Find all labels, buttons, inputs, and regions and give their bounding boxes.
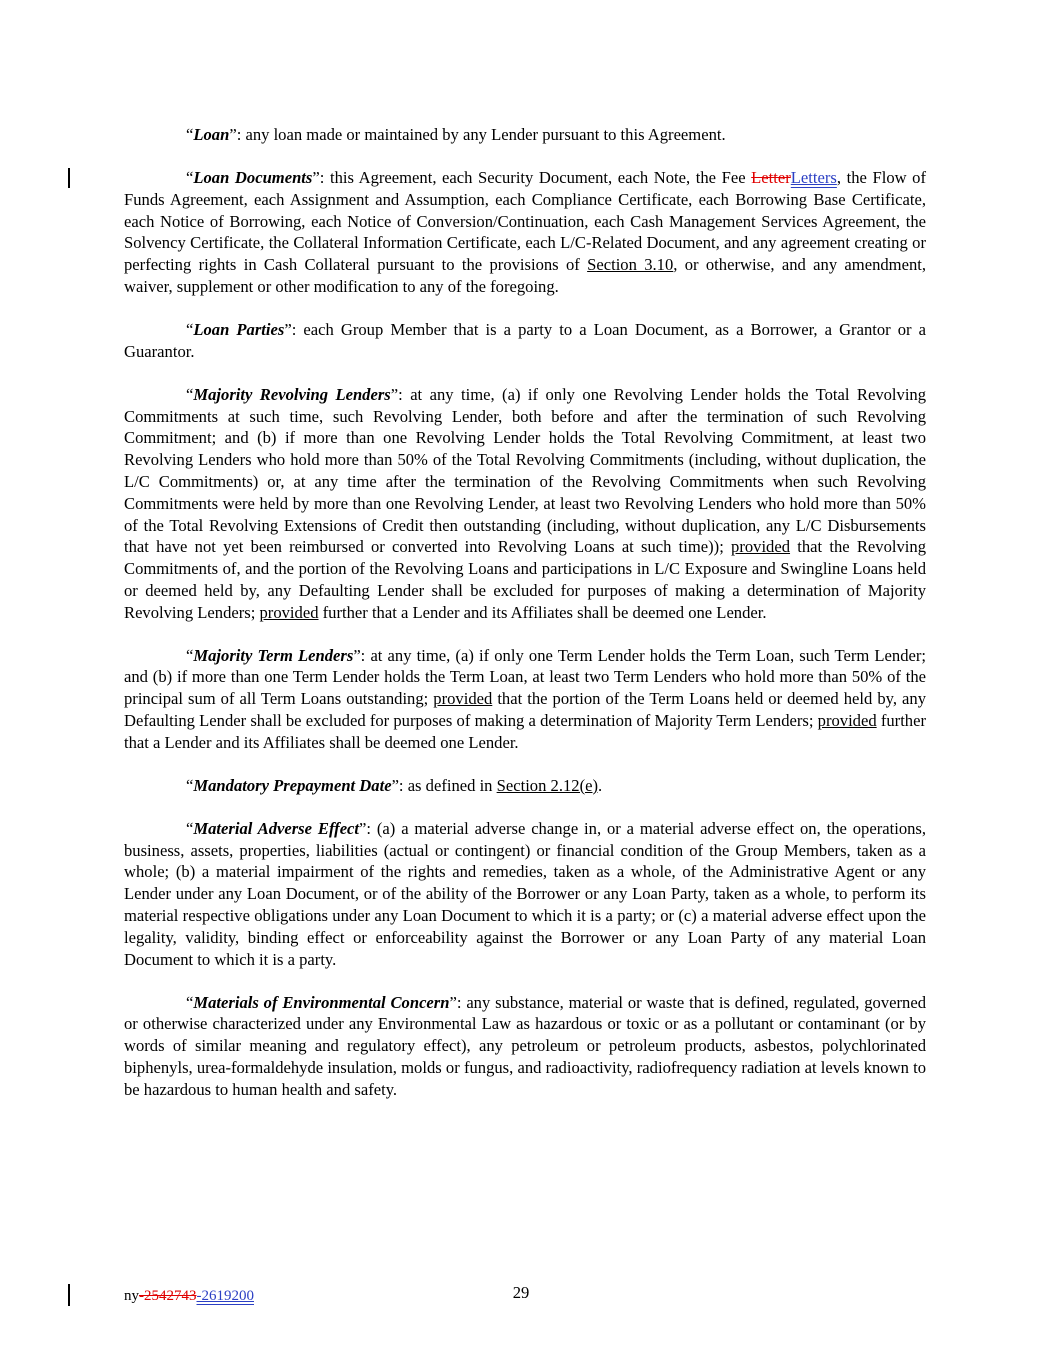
definition-paragraph: “Loan Parties”: each Group Member that is a party to a Loan Document, as a Borrower, a Grantor or a Guarantor. xyxy=(124,319,927,361)
page-number: 29 xyxy=(512,1283,530,1302)
definition-text: (a) a material adverse change in, or a material adverse effect on, the operations, business, assets, properties, liabilities (actual or contingent) or financial condition of the Group Members, taken as a whole; (b) a material impairment of the rights and remedies, taken as a whole, of the Administrative Agent or any Lender under any Loan Document, or of the ability of the Borrower or any Loan Party, taken as a whole, to perform its material respective obligations under any Loan Document to which it is a party; or (c) a material adverse effect upon the legality, validity, binding effect or enforceability against the Borrower or any Loan Party of any material Loan Document to which it is a party. xyxy=(124,818,927,969)
definition-paragraph: “Majority Revolving Lenders”: at any time, (a) if only one Revolving Lender holds the Total Revolving Commitments at such time, such Revolving Lender, both before and after the termination of such Revolving Commitment; and (b) if more than one Revolving Lender holds the Total Revolving Commitment, at least two Revolving Lenders who hold more than 50% of the Total Revolving Commitments (including, without duplication, the L/C Commitments) or, at any time after the termination of the Revolving Commitments when such Revolving Commitments were held by more than one Revolving Lender, at least two Revolving Lenders who hold more than 50% of the Total Revolving Extensions of Credit then outstanding (including, without duplication, any L/C Disbursements that have not yet been reimbursed or converted into Revolving Loans at such time)); provided that the Revolving Commitments of, and the portion of the Revolving Loans and participations in L/C Exposure and Swingline Loans held or deemed held by, any Defaulting Lender shall be excluded for purposes of making a determination of Majority Revolving Lenders; provided further that a Lender and its Affiliates shall be deemed one Lender. xyxy=(124,384,927,622)
definition-paragraph: “Loan”: any loan made or maintained by any Lender pursuant to this Agreement. xyxy=(186,125,726,144)
definition-text: any loan made or maintained by any Lender pursuant to this Agreement. xyxy=(245,125,726,144)
definition-text: each Group Member that is a party to a Loan Document, as a Borrower, a Grantor or a Guarantor. xyxy=(124,319,927,361)
definition-text: that the portion of the Term Loans held or deemed held by, any Defaulting Lender shall be excluded for purposes of making a determination of Majority Term Lenders; xyxy=(124,689,926,731)
definition-paragraph: “Majority Term Lenders”: at any time, (a) if only one Term Lender holds the Term Loan, such Term Lender; and (b) if more than one Term Lender holds the Term Loan, at least two Term Lenders who hold more than 50% of the principal sum of all Term Loans outstanding; provided that the portion of the Term Loans held or deemed held by, any Defaulting Lender shall be excluded for purposes of making a determination of Majority Term Lenders; provided further that a Lender and its Affiliates shall be deemed one Lender. xyxy=(124,645,927,752)
footer-document-id xyxy=(124,1287,254,1305)
defined-term: Materials of Environmental Concern xyxy=(193,992,450,1012)
definition-text: further that a Lender and its Affiliates shall be deemed one Lender. xyxy=(318,602,767,622)
defined-term: Loan Parties xyxy=(193,319,285,339)
cross-reference: Section 2.12(e) xyxy=(496,775,599,795)
cross-reference: provided xyxy=(731,537,791,557)
definition-text: , the Flow of Funds Agreement, each Assignment and Assumption, each Compliance Certificate, each Borrowing Base Certificate, each Notice of Borrowing, each Notice of Conversion/Continuation, each Cash Management Services Agreement, the Solvency Certificate, the Collateral Information Certificate, each L/C-Related Document, and any agreement creating or perfecting rights in Cash Collateral pursuant to the provisions of xyxy=(124,167,927,275)
definition-text: at any time, (a) if only one Revolving Lender holds the Total Revolving Commitments at such time, such Revolving Lender, both before and after the termination of such Revolving Commitment; and (b) if more than one Revolving Lender holds the Total Revolving Commitment, at least two Revolving Lenders who hold more than 50% of the Total Revolving Commitments (including, without duplication, the L/C Commitments) or, at any time after the termination of the Revolving Commitments when such Revolving Commitments were held by more than one Revolving Lender, at least two Revolving Lenders who hold more than 50% of the Total Revolving Extensions of Credit then outstanding (including, without duplication, any L/C Disbursements that have not yet been reimbursed or converted into Revolving Loans at such time)); xyxy=(124,384,927,557)
inserted-text: Letters xyxy=(790,167,837,187)
definition-text: . xyxy=(598,775,603,795)
definition-text: further that a Lender and its Affiliates shall be deemed one Lender. xyxy=(124,711,926,752)
definition-text: any substance, material or waste that is defined, regulated, governed or otherwise characterized under any Environmental Law as hazardous or toxic or as a pollutant or contaminant (or by words of similar meaning and regulatory effect), any petroleum or petroleum products, asbestos, polychlorinated biphenyls, urea-formaldehyde insulation, molds or fungus, and radioactivity, radiofrequency radiation at levels known to be hazardous to human health and safety. xyxy=(124,992,926,1099)
definition-text: this Agreement, each Security Document, each Note, the Fee xyxy=(329,167,752,187)
definition-paragraph: “Materials of Environmental Concern”: any substance, material or waste that is defined, regulated, governed or otherwise characterized under any Environmental Law as hazardous or toxic or as a pollutant or contaminant (or by words of similar meaning and regulatory effect), any petroleum or petroleum products, asbestos, polychlorinated biphenyls, urea-formaldehyde insulation, molds or fungus, and radioactivity, radiofrequency radiation at levels known to be hazardous to human health and safety. xyxy=(124,992,926,1099)
deleted-text: Letter xyxy=(751,167,791,187)
doc-id-prefix: ny xyxy=(124,1288,139,1304)
cross-reference: provided xyxy=(259,602,319,622)
cross-reference: Section 3.10 xyxy=(587,255,674,275)
defined-term: Mandatory Prepayment Date xyxy=(193,775,392,795)
cross-reference: provided xyxy=(817,711,877,731)
defined-term: Majority Revolving Lenders xyxy=(193,384,391,404)
definition-paragraph: “Loan Documents”: this Agreement, each Security Document, each Note, the Fee LetterLetters, the Flow of Funds Agreement, each Assignment and Assumption, each Compliance Certificate, each Borrowing Base Certificate, each Notice of Borrowing, each Notice of Conversion/Continuation, each Cash Management Services Agreement, the Solvency Certificate, the Collateral Information Certificate, each L/C-Related Document, and any agreement creating or perfecting rights in Cash Collateral pursuant to the provisions of Section 3.10, or otherwise, and any amendment, waiver, supplement or other modification to any of the foregoing. xyxy=(124,167,927,296)
change-bar-footer xyxy=(68,1284,70,1306)
definition-paragraph: “Material Adverse Effect”: (a) a material adverse change in, or a material adverse effect on, the operations, business, assets, properties, liabilities (actual or contingent) or financial condition of the Group Members, taken as a whole; (b) a material impairment of the rights and remedies, taken as a whole, of the Administrative Agent or any Lender under any Loan Document, or of the ability of the Borrower or any Loan Party, taken as a whole, to perform its material respective obligations under any Loan Document to which it is a party; or (c) a material adverse effect upon the legality, validity, binding effect or enforceability against the Borrower or any Loan Party of any material Loan Document to which it is a party. xyxy=(124,818,927,969)
cross-reference: provided xyxy=(433,689,493,709)
defined-term: Loan xyxy=(193,125,230,144)
definition-text: at any time, (a) if only one Term Lender holds the Term Loan, such Term Lender; and (b) if more than one Term Lender holds the Term Loan, at least two Term Lenders who hold more than 50% of the principal sum of all Term Loans outstanding; xyxy=(124,645,927,709)
defined-term: Loan Documents xyxy=(193,167,313,187)
defined-term: Majority Term Lenders xyxy=(193,645,354,665)
defined-term: Material Adverse Effect xyxy=(193,818,360,838)
change-bar-loan-documents xyxy=(68,168,70,188)
definition-text: , or otherwise, and any amendment, waiver, supplement or other modification to any of the foregoing. xyxy=(124,255,926,296)
definition-text: that the Revolving Commitments of, and the portion of the Revolving Loans and participations in L/C Exposure and Swingline Loans held or deemed held by, any Defaulting Lender shall be excluded for purposes of making a determination of Majority Revolving Lenders; xyxy=(124,537,926,622)
doc-id-inserted: -2619200 xyxy=(196,1288,254,1304)
definition-text: as defined in xyxy=(407,775,497,795)
document-body xyxy=(124,124,926,1122)
doc-id-deleted: -2542743 xyxy=(139,1288,197,1304)
definition-paragraph: “Mandatory Prepayment Date”: as defined in Section 2.12(e). xyxy=(186,775,603,795)
